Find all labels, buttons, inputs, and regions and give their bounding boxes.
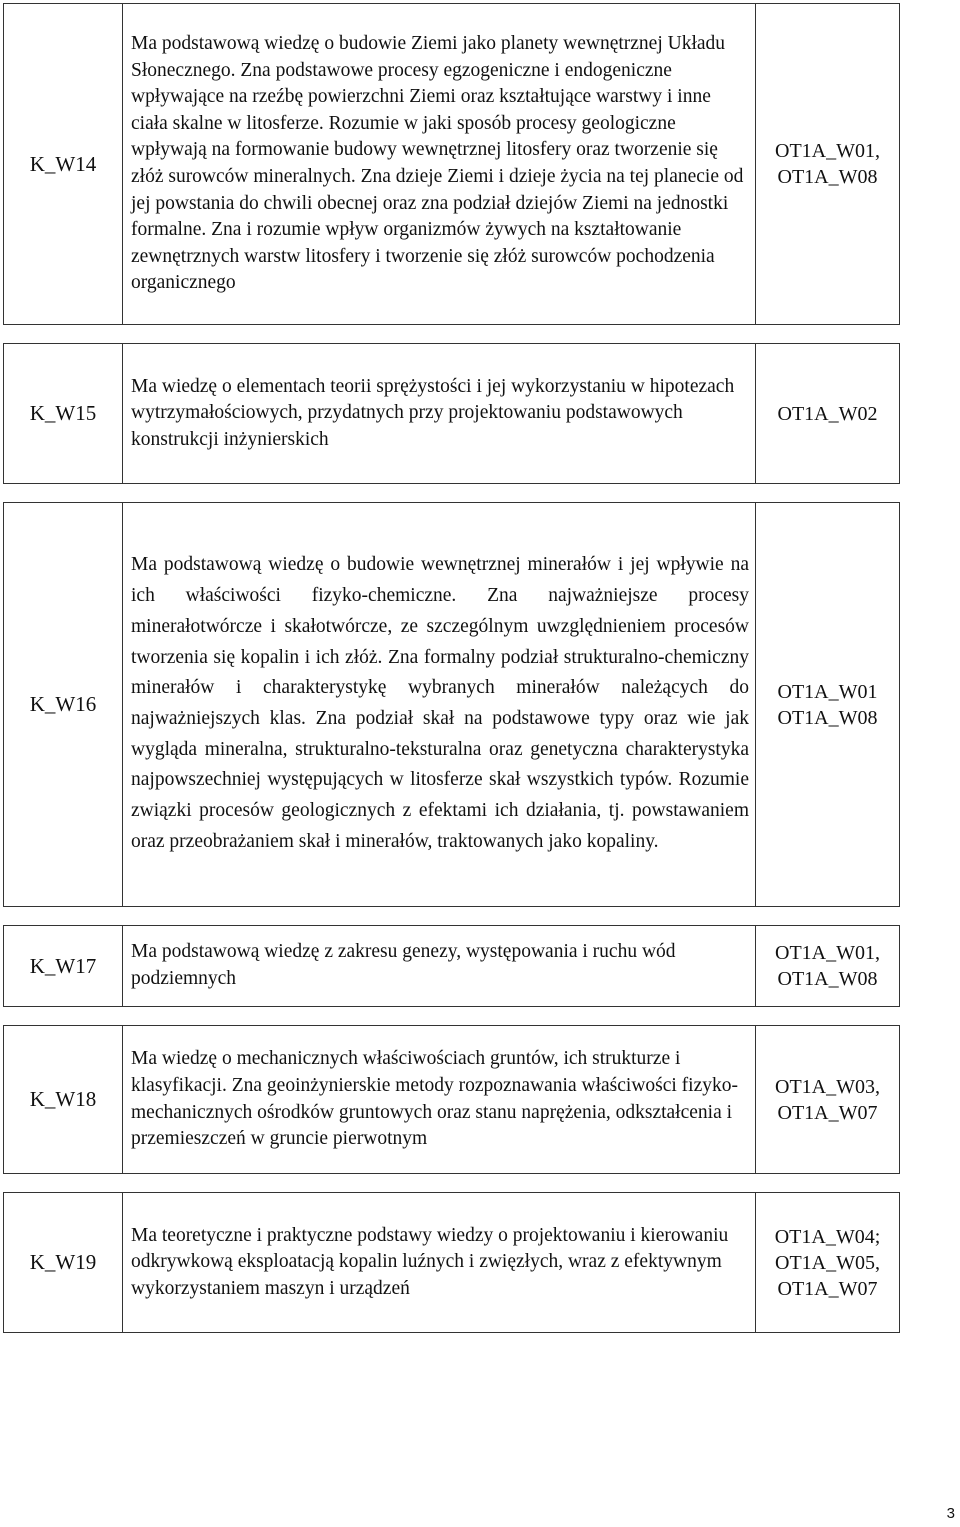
outcome-description: Ma wiedzę o mechanicznych właściwościach gruntów, ich strukturze i klasyfikacji. Zna geoinżynierskie metody rozpoznawania właściwości fizyko-mechanicznych ośrodków gruntowych oraz stanu naprężenia, odkształcenia i przemieszczeń w gruncie pierwotnym bbox=[123, 1026, 756, 1174]
gap-cell bbox=[756, 1174, 900, 1193]
table-row bbox=[4, 4, 900, 325]
reference-code: OT1A_W07 bbox=[777, 1277, 878, 1300]
table-row bbox=[4, 344, 900, 484]
outcome-code: K_W16 bbox=[4, 503, 123, 907]
reference-code: OT1A_W02 bbox=[777, 402, 878, 425]
outcome-description: Ma teoretyczne i praktyczne podstawy wiedzy o projektowaniu i kierowaniu odkrywkową eksploatacją kopalin luźnych i zwięzłych, wraz z efektywnym wykorzystaniem maszyn i urządzeń bbox=[123, 1193, 756, 1333]
gap-cell bbox=[4, 325, 123, 344]
reference-code: OT1A_W08 bbox=[777, 968, 878, 990]
outcome-description: Ma podstawową wiedzę o budowie wewnętrznej minerałów i jej wpływie na ich właściwości fizyko-chemiczne. Zna najważniejsze procesy minerałotwórcze i skałotwórcze, ze szczególnym uwzględnieniem procesów tworzenia się kopalin i ich złóż. Zna formalny podział strukturalno-chemiczny minerałów i charakterystykę wybranych minerałów należących do najważniejszych klas. Zna podział skał na podstawowe typy oraz wie jak wygląda mineralna, strukturalno-teksturalna oraz genetyczna charakterystyka najpowszechniej występujących w litosferze skał wszystkich typów. Rozumie związki procesów geologicznych z efektami ich działania, tj. powstawaniem oraz przeobrażaniem skał i minerałów, traktowanych jako kopaliny. bbox=[123, 503, 756, 907]
gap-cell bbox=[756, 907, 900, 926]
row-gap bbox=[4, 1174, 900, 1193]
outcome-description: Ma podstawową wiedzę o budowie Ziemi jako planety wewnętrznej Układu Słonecznego. Zna podstawowe procesy egzogeniczne i endogeniczne wpływające na rzeźbę powierzchni Ziemi oraz kształtujące warstwy i inne ciała skalne w litosferze. Rozumie w jaki sposób procesy geologiczne wpływają na formowanie budowy wewnętrznej litosfery oraz tworzenie się złóż surowców mineralnych. Zna dzieje Ziemi i dzieje życia na tej planecie od jej powstania do chwili obecnej oraz zna podział dziejów Ziemi na jednostki formalne. Zna i rozumie wpływ organizmów żywych na kształtowanie zewnętrznych warstw litosfery i tworzenie się złóż surowców pochodzenia organicznego bbox=[123, 4, 756, 325]
gap-cell bbox=[4, 907, 123, 926]
outcome-code: K_W18 bbox=[4, 1026, 123, 1174]
row-gap bbox=[4, 484, 900, 503]
reference-code: OT1A_W03, bbox=[775, 1075, 880, 1098]
gap-cell bbox=[123, 907, 756, 926]
reference-code: OT1A_W07 bbox=[777, 1101, 878, 1124]
outcome-code: K_W15 bbox=[4, 344, 123, 484]
table-row bbox=[4, 1026, 900, 1174]
reference-code: OT1A_W08 bbox=[777, 706, 878, 729]
page-number: 3 bbox=[946, 1505, 955, 1522]
gap-cell bbox=[4, 1174, 123, 1193]
gap-cell bbox=[123, 1174, 756, 1193]
table-row bbox=[4, 503, 900, 907]
row-gap bbox=[4, 1007, 900, 1026]
outcome-code: K_W14 bbox=[4, 4, 123, 325]
gap-cell bbox=[4, 1007, 123, 1026]
reference-code: OT1A_W01 bbox=[777, 680, 878, 703]
gap-cell bbox=[756, 1007, 900, 1026]
gap-cell bbox=[123, 484, 756, 503]
reference-code: OT1A_W05, bbox=[775, 1251, 880, 1274]
table-row bbox=[4, 1193, 900, 1333]
reference-code: OT1A_W04; bbox=[774, 1225, 881, 1248]
gap-cell bbox=[123, 325, 756, 344]
reference-code: OT1A_W01, bbox=[775, 942, 880, 964]
learning-outcomes-table bbox=[3, 3, 900, 1333]
outcome-references bbox=[756, 926, 900, 1007]
row-gap bbox=[4, 907, 900, 926]
gap-cell bbox=[756, 484, 900, 503]
outcome-code: K_W17 bbox=[4, 926, 123, 1007]
reference-code: OT1A_W01, bbox=[775, 140, 880, 162]
table-row bbox=[4, 926, 900, 1007]
gap-cell bbox=[123, 1007, 756, 1026]
gap-cell bbox=[4, 484, 123, 503]
row-gap bbox=[4, 325, 900, 344]
outcome-description: Ma podstawową wiedzę z zakresu genezy, występowania i ruchu wód podziemnych bbox=[123, 926, 756, 1007]
gap-cell bbox=[756, 325, 900, 344]
reference-code: OT1A_W08 bbox=[777, 166, 878, 188]
outcome-references bbox=[756, 4, 900, 325]
outcome-references bbox=[756, 503, 900, 907]
outcome-references bbox=[756, 1193, 900, 1333]
outcome-references bbox=[756, 344, 900, 484]
outcome-code: K_W19 bbox=[4, 1193, 123, 1333]
outcome-references bbox=[756, 1026, 900, 1174]
outcome-description: Ma wiedzę o elementach teorii sprężystości i jej wykorzystaniu w hipotezach wytrzymałościowych, przydatnych przy projektowaniu podstawowych konstrukcji inżynierskich bbox=[123, 344, 756, 484]
